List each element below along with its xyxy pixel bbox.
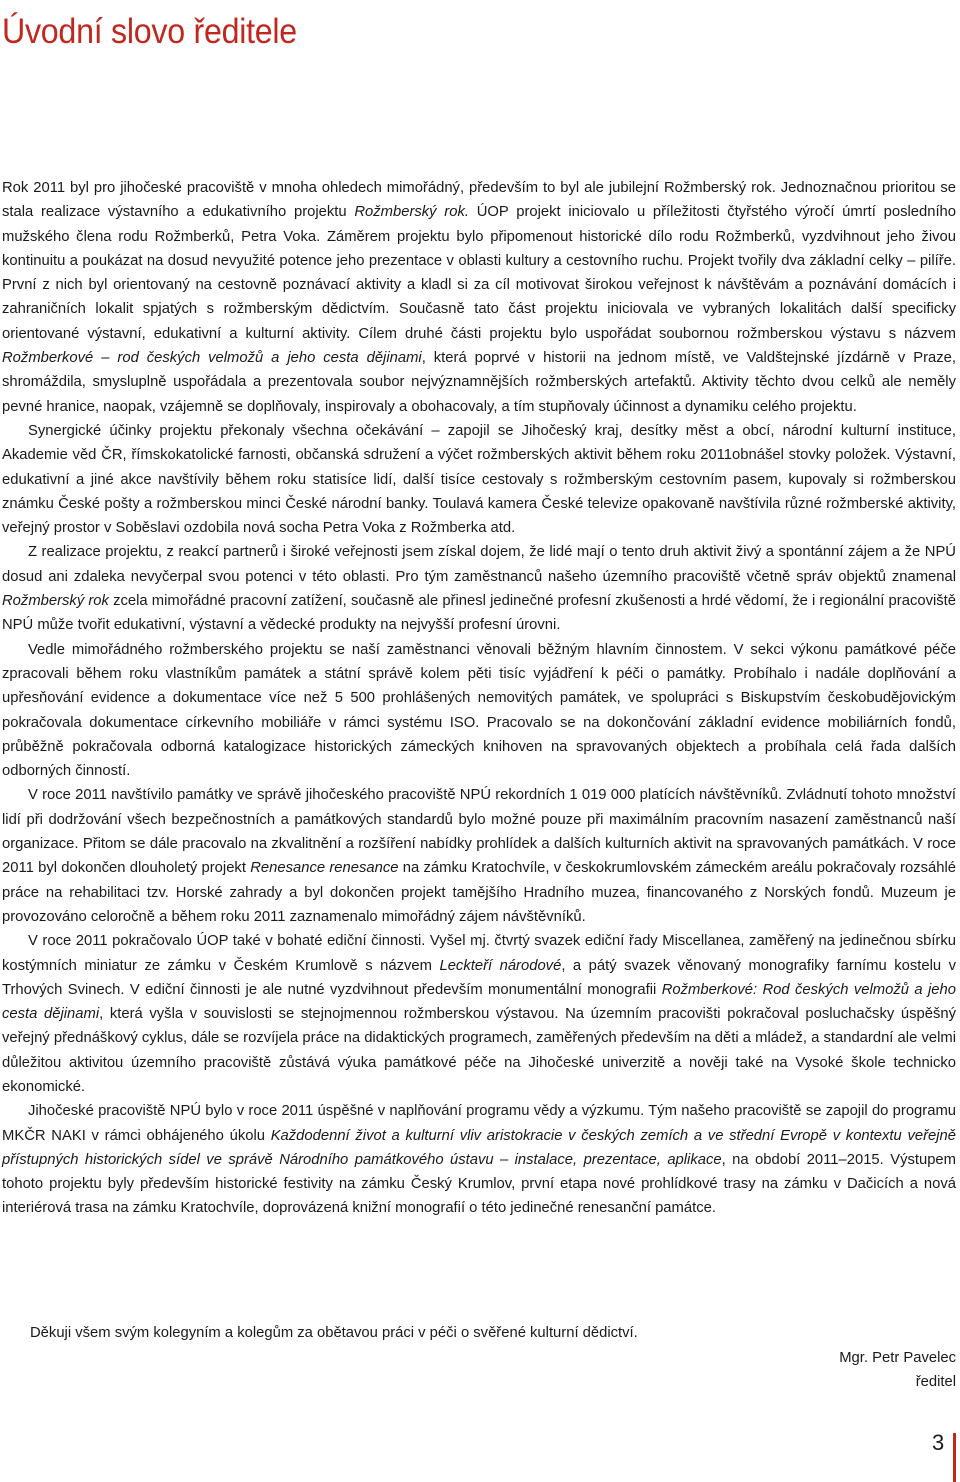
text-run: Vedle mimořádného rožmberského projektu se naší zaměstnanci věnovali běžným hlavním činnostem. V sekci výkonu památkové péče zpracovali během roku vlastníkům památek a státní správě kolem pěti tisíc vyjádření k péči o památky. Probíhalo i nadále doplňování a upřesňování evidence a dokumentace více než 5 500 prohlášených nemovitých památek, ve spolupráci s Biskupstvím českobudějovickým pokračovala dokumentace církevního mobiliáře v rámci systému ISO. Pracovalo se na dokončování základní evidence mobiliárních fondů, průběžně pokračovala odborná katalogizace historických zámeckých knihoven na spravovaných objektech a probíhala celá řada dalších odborných činností. [2,641,956,780]
body-paragraph [2,419,956,540]
thanks-sentence: Děkuji všem svým kolegyním a kolegům za obětavou práci v péči o svěřené kulturní dědictví. [30,1325,638,1341]
signature-role: ředitel [915,1374,956,1390]
body-paragraph [2,783,956,929]
italic-title-run: Rožmberkové – rod českých velmožů a jeho cesta dějinami [2,350,422,367]
text-run: , která vyšla v souvislosti se stejnojmennou rožmberskou výstavou. Na územním pracovišti pokračoval posluchačsky úspěšný veřejný přednáškový cyklus, dále se rozvíjela práce na didaktických programech, zaměřených především na děti a mládež, a standardní ale velmi důležitou aktivitou územního pracoviště zůstává výuka památkové péče na Jihočeské univerzitě a nověji také na Vysoké škole technicko ekonomické. [2,1006,956,1095]
body-paragraph [2,540,956,637]
text-run: Z realizace projektu, z reakcí partnerů i široké veřejnosti jsem získal dojem, že lidé mají o tento druh aktivit živý a spontánní zájem a že NPÚ dosud ani zdaleka nevyčerpal svou potenci v této oblasti. Pro tým zaměstnanců našeho územního pracoviště včetně správ objektů znamenal [2,544,956,585]
body-paragraph [2,176,956,419]
page-number-accent-bar [953,1433,956,1482]
text-run: na zámku Kratochvíle, v českokrumlovském zámeckém areálu pokračovaly rozsáhlé práce na rehabilitaci tzv. Horské zahrady a byl dokončen projekt tamějšího Hradního muzea, financovaného z Norských fondů. Muzeum je provozováno celoročně a během roku 2011 zaznamenalo mimořádný zájem návštěvníků. [2,860,956,925]
text-run: Rok 2011 byl pro jihočeské pracoviště v mnoha ohledech mimořádný, především to byl ale jubilejní Rožmberský rok. Jednoznačnou prioritou se stala realizace výstavního a edukativního projektu [2,180,956,221]
text-run: ÚOP projekt iniciovalo u příležitosti čtyřstého výročí úmrtí posledního mužského člena rodu Rožmberků, Petra Voka. Záměrem projektu bylo připomenout historické dílo rodu Rožmberků, vyzdvihnout jeho živou kontinuitu a poukázat na dosud nevyužité potence jeho prezentace v oblasti kultury a cestovního ruchu. Projekt tvořily dva základní celky – pilíře. První z nich byl orientovaný na cestovně poznávací aktivity a kladl si za cíl motivovat širokou veřejnost k návštěvám a poznávání domácích i zahraničních lokalit spjatých s rožmberským dědictvím. Současně tato část projektu iniciovala ve vybraných lokalitách další specificky orientované výstavní, edukativní a kulturní aktivity. Cílem druhé části projektu bylo uspořádat soubornou rožmberskou výstavu s názvem [2,204,957,342]
text-run: Jihočeské pracoviště NPÚ bylo v roce 2011 úspěšné v naplňování programu vědy a výzkumu. Tým našeho pracoviště se zapojil do programu MKČR NAKI v rámci obhájeného úkolu [2,1103,956,1144]
body-paragraph [2,929,956,1099]
page-title: Úvodní slovo ředitele [2,12,297,51]
page-number: 3 [932,1430,945,1455]
body-text [2,176,956,1221]
italic-title-run: Rožmberský rok. [354,204,469,221]
text-run: , a pátý svazek věnovaný monografiky farnímu kostelu v Trhových Svinech. V ediční činnosti je ale nutné vyzdvihnout především monumentální monografii [2,957,956,998]
signature-name: Mgr. Petr Pavelec [839,1350,956,1366]
italic-title-run: Každodenní život a kulturní vliv aristokracie v českých zemích a ve střední Evropě v kontextu veřejně přístupných historických sídel ve správě Národního památkového ústavu – instalace, prezentace, aplikace [2,1127,956,1168]
italic-title-run: Rožmberkové: Rod českých velmožů a jeho cesta dějinami [2,981,956,1023]
text-run: V roce 2011 pokračovalo ÚOP také v bohaté ediční činnosti. Vyšel mj. čtvrtý svazek ediční řady Miscellanea, zaměřený na jedinečnou sbírku kostýmních miniatur ze zámku v Českém Krumlově s názvem [2,933,956,974]
text-run: , která poprvé v historii na jednom místě, ve Valdštejnské jízdárně v Praze, shromáždila, smysluplně uspořádala a prezentovala soubor nejvýznamnějších rožmberských artefaktů. Aktivity těchto dvou celků ale neměly pevné hranice, naopak, vzájemně se doplňovaly, inspirovaly a obohacovaly, a tím stupňovaly účinnost a dynamiku celého projektu. [2,350,957,415]
signature-block [839,1346,956,1394]
italic-title-run: Leckteří národové [439,957,562,974]
text-run: Synergické účinky projektu překonaly všechna očekávání – zapojil se Jihočeský kraj, desítky měst a obcí, národní kulturní instituce, Akademie věd ČR, římskokatolické farnosti, občanská sdružení a výčet rožmberských aktivit během roku 2011obnášel stovky položek. Výstavní, edukativní a jiné akce navštívily během roku statisíce lidí, další tisíce cestovaly s rožmberským cestovním pasem, kupovaly si rožmberskou známku České pošty a rožmberskou minci České národní banky. Toulavá kamera České televize opakovaně navštívila různé rožmberské aktivity, veřejný prostor v Soběslavi ozdobila nová socha Petra Voka z Rožmberka atd. [2,422,956,537]
body-paragraph [2,638,956,784]
text-run: V roce 2011 navštívilo památky ve správě jihočeského pracoviště NPÚ rekordních 1 019 000 platících návštěvníků. Zvládnutí tohoto množství lidí při dodržování všech bezpečnostních a památkových standardů bylo možné pouze při maximálním pracovním nasazení zaměstnanců naší organizace. Přitom se dále pracovalo na zkvalitnění a rozšíření nabídky prohlídek a dalších kulturních aktivit na spravovaných památkách. V roce 2011 byl dokončen dlouholetý projekt [2,787,956,877]
body-paragraph [2,1099,956,1220]
italic-title-run: Rožmberský rok [2,593,109,610]
text-run: , na období 2011–2015. Výstupem tohoto projektu byly především historické festivity na zámku Český Krumlov, první etapa nové prohlídkové trasy na zámku v Dačicích a nová interiérová trasa na zámku Kratochvíle, doprovázená knižní monografií o této jedinečné renesanční památce. [2,1151,956,1217]
italic-title-run: Renesance renesance [250,860,399,877]
text-run: zcela mimořádné pracovní zatížení, současně ale přinesl jedinečné profesní zkušenosti a hrdé vědomí, že i regionální pracoviště NPÚ může tvořit edukativní, výstavní a vědecké produkty na nejvyšší profesní úrovni. [2,593,956,634]
